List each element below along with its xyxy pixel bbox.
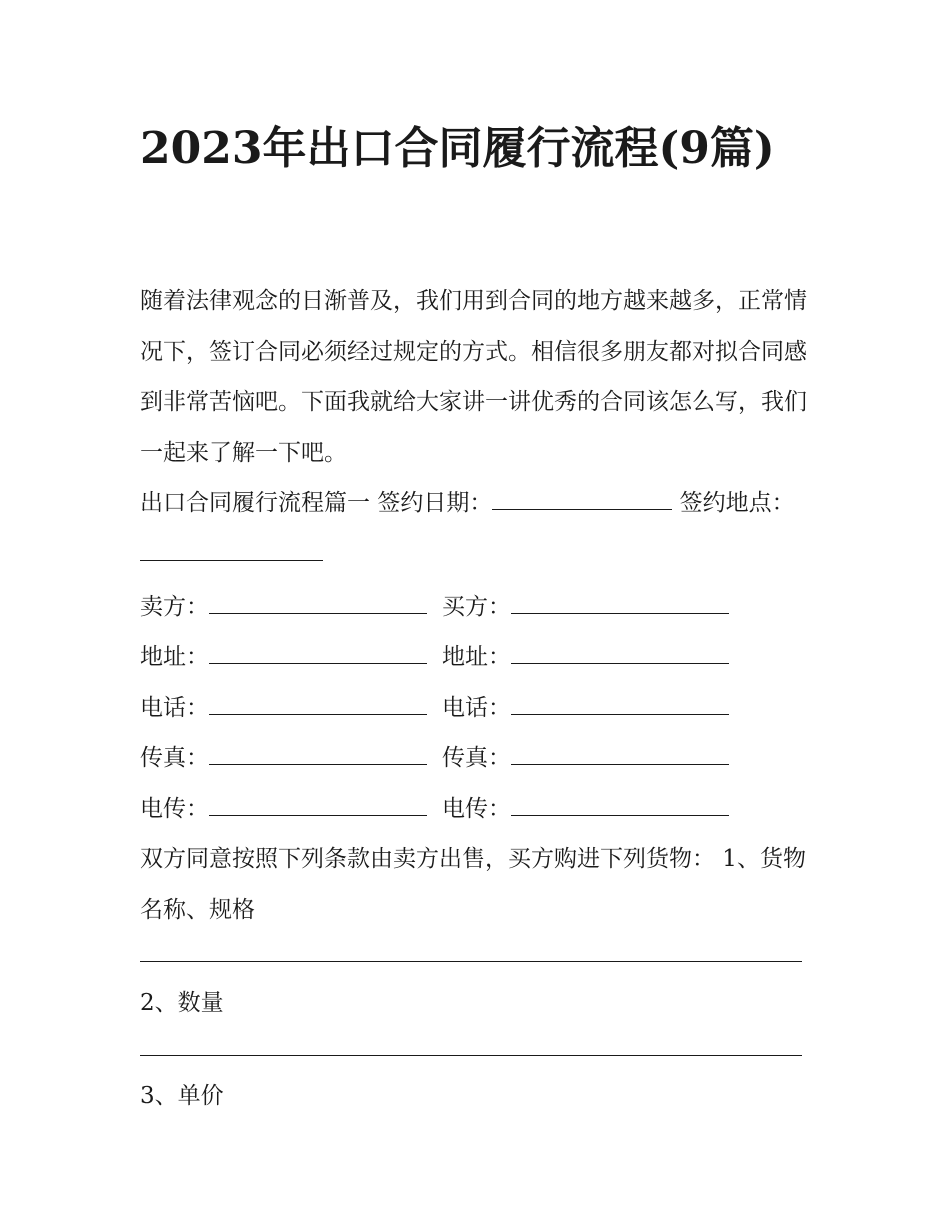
quantity-item: 2、数量: [140, 990, 224, 1016]
buyer-telex-label: 电传：: [442, 796, 511, 822]
buyer-phone-label: 电话：: [442, 695, 511, 721]
seller-phone-blank: [209, 692, 427, 715]
party-row-seller: [140, 591, 511, 622]
seller-phone-label: 电话：: [140, 695, 209, 721]
seller-label: 卖方：: [140, 594, 209, 620]
sign-place-label-cont: 点：: [748, 490, 795, 516]
seller-blank: [209, 591, 427, 614]
seller-telex-blank: [209, 793, 427, 816]
sign-place-label: 签约地: [679, 490, 749, 516]
seller-fax-label: 传真：: [140, 745, 209, 771]
signing-paragraph: [140, 478, 820, 579]
unit-price-item: 3、单价: [140, 1083, 224, 1109]
seller-telex-label: 电传：: [140, 796, 209, 822]
seller-address-blank: [209, 641, 427, 664]
sign-date-label: 签约日期：: [377, 490, 493, 516]
buyer-fax-label: 传真：: [442, 745, 511, 771]
intro-paragraph: 随着法律观念的日渐普及，我们用到合同的地方越来越多，正常情况下，签订合同必须经过规定的方式。相信很多朋友都对拟合同感到非常苦恼吧。下面我就给大家讲一讲优秀的合同该怎么写，我们一起来了解一下吧。: [140, 288, 807, 466]
document-title: 2023年出口合同履行流程(9篇): [140, 123, 775, 174]
buyer-phone-blank: [511, 692, 729, 715]
sign-date-blank: [492, 487, 672, 510]
buyer-fax-blank: [511, 742, 729, 765]
party-row-address: [140, 641, 511, 672]
section-title: 出口合同履行流程篇一: [140, 490, 370, 516]
buyer-address-label: 地址：: [442, 644, 511, 670]
seller-fax-blank: [209, 742, 427, 765]
buyer-blank: [511, 591, 729, 614]
party-row-phone: [140, 692, 511, 723]
party-row-telex: [140, 793, 511, 824]
buyer-label: 买方：: [442, 594, 511, 620]
buyer-address-blank: [511, 641, 729, 664]
goods-name-blank: [140, 961, 802, 962]
party-row-fax: [140, 742, 511, 773]
buyer-telex-blank: [511, 793, 729, 816]
sign-place-blank: [140, 538, 323, 561]
agreement-paragraph: 双方同意按照下列条款由卖方出售，买方购进下列货物： 1、货物名称、规格: [140, 846, 806, 923]
quantity-blank: [140, 1055, 802, 1056]
seller-address-label: 地址：: [140, 644, 209, 670]
